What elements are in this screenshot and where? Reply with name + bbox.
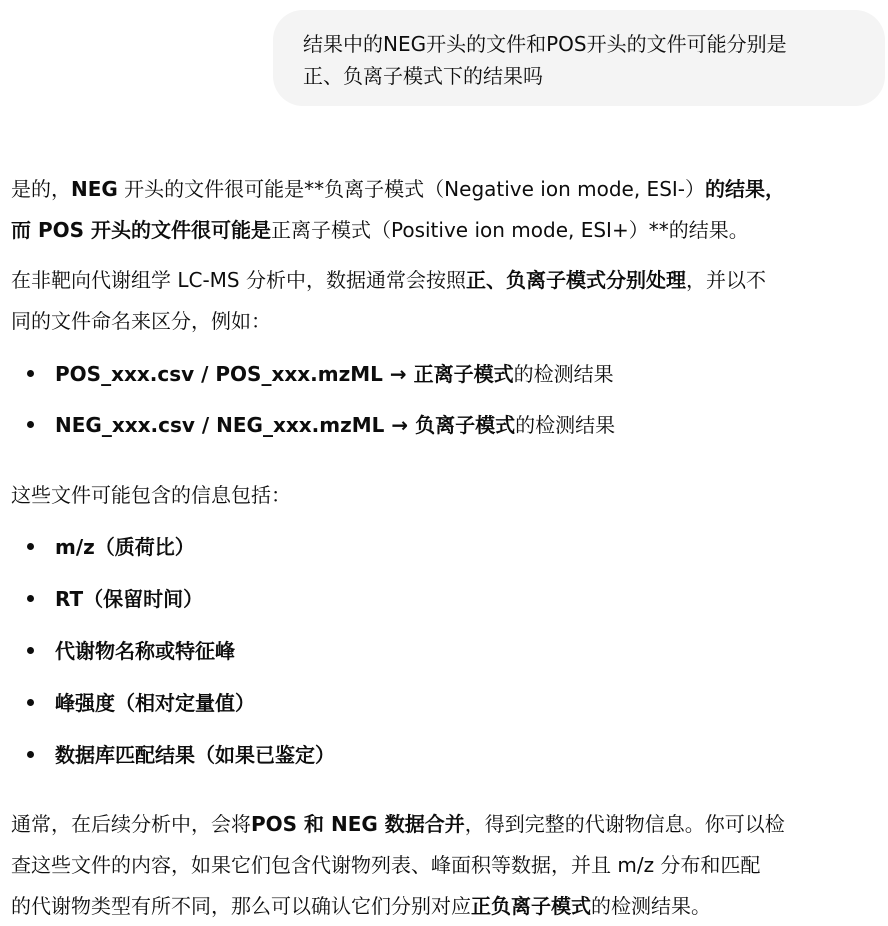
bold-text: 而 POS 开头的文件很可能是 xyxy=(11,218,271,242)
paragraph-1-line-1 xyxy=(11,172,785,206)
bullet-icon xyxy=(27,543,34,550)
paragraph-3: 这些文件可能包含的信息包括： xyxy=(11,483,291,507)
text: ，并以不 xyxy=(686,268,766,292)
bold-text: 数据库匹配结果（如果已鉴定） xyxy=(55,743,335,767)
paragraph-4-line-1 xyxy=(11,807,785,841)
bold-text: 的结果， xyxy=(705,177,786,201)
bold-text: NEG_xxx.csv / NEG_xxx.mzML → 负离子模式 xyxy=(55,413,516,437)
bold-text: RT（保留时间） xyxy=(55,587,204,611)
text: 的检测结果 xyxy=(513,362,614,386)
list-item xyxy=(27,408,615,442)
bold-text: 正负离子模式 xyxy=(471,894,591,918)
bold-text: 峰强度（相对定量值） xyxy=(55,691,255,715)
bullet-icon xyxy=(27,699,34,706)
text: 正离子模式（Positive ion mode, ESI+）**的结果。 xyxy=(271,218,749,242)
bullet-icon xyxy=(27,370,34,377)
bullet-icon xyxy=(27,595,34,602)
paragraph-2-line-2: 同的文件命名来区分，例如： xyxy=(11,309,271,333)
text: 开头的文件很可能是**负离子模式（Negative ion mode, ESI-） xyxy=(117,177,706,201)
bold-text: m/z（质荷比） xyxy=(55,535,195,559)
text: 的检测结果。 xyxy=(591,894,711,918)
text: 通常，在后续分析中，会将 xyxy=(11,812,251,836)
user-message-line-2: 正、负离子模式下的结果吗 xyxy=(303,64,543,88)
bullet-icon xyxy=(27,751,34,758)
text: 在非靶向代谢组学 LC-MS 分析中，数据通常会按照 xyxy=(11,268,466,292)
bold-text: 正、负离子模式分别处理 xyxy=(466,268,686,292)
bullet-icon xyxy=(27,421,34,428)
paragraph-4-line-2: 查这些文件的内容，如果它们包含代谢物列表、峰面积等数据，并且 m/z 分布和匹配 xyxy=(11,853,761,877)
text: ，得到完整的代谢物信息。你可以检 xyxy=(464,812,785,836)
paragraph-4-line-3 xyxy=(11,889,711,923)
bold-text: NEG xyxy=(71,177,118,201)
paragraph-2-line-1 xyxy=(11,263,766,297)
list-item xyxy=(27,686,255,720)
text: 是的， xyxy=(11,177,71,201)
paragraph-1-line-2 xyxy=(11,213,749,247)
text: 的检测结果 xyxy=(515,413,616,437)
list-item xyxy=(27,357,614,391)
list-item xyxy=(27,530,195,564)
list-item xyxy=(27,634,235,668)
bold-text: 代谢物名称或特征峰 xyxy=(55,639,235,663)
bold-text: POS 和 NEG 数据合并 xyxy=(251,812,465,836)
user-message-bubble xyxy=(273,10,885,106)
text: 的代谢物类型有所不同，那么可以确认它们分别对应 xyxy=(11,894,471,918)
bold-text: POS_xxx.csv / POS_xxx.mzML → 正离子模式 xyxy=(55,362,514,386)
list-item xyxy=(27,738,335,772)
list-item xyxy=(27,582,203,616)
user-message-line-1: 结果中的NEG开头的文件和POS开头的文件可能分别是 xyxy=(303,32,787,56)
bullet-icon xyxy=(27,647,34,654)
